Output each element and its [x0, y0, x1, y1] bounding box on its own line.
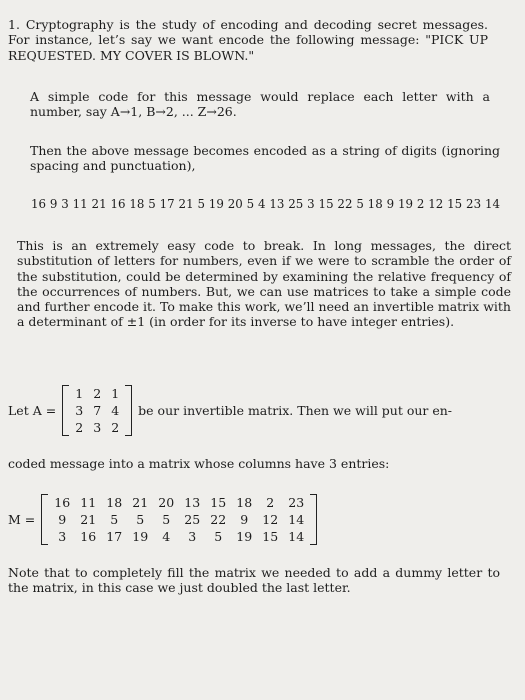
matrix-m-cell: 15 — [262, 529, 279, 544]
matrix-a-cell: 1 — [75, 386, 84, 401]
matrix-explanation-paragraph: This is an extremely easy code to break. In long messages, the direct substitution of letters for numbers, even if we were to scramble the order of the substitution, could be determined by examining the relative frequency of the occurrences of numbers. But, we can use matrices to take a simple code and further encode it. To make this work, we’ll need an invertible matrix with a determinant of ±1 (in order for its inverse to have integer entries). — [17, 238, 511, 330]
matrix-a-row-1 — [70, 385, 124, 402]
matrix-m-cell: 19 — [132, 529, 149, 544]
matrix-m-cell: 5 — [214, 529, 223, 544]
matrix-m-cell: 14 — [288, 512, 305, 527]
matrix-m-cell: 4 — [162, 529, 171, 544]
matrix-m-cell: 16 — [80, 529, 97, 544]
matrix-m-cell: 18 — [106, 495, 123, 510]
matrix-m-row-3 — [49, 528, 309, 545]
matrix-m-cell: 23 — [288, 495, 305, 510]
matrix-a-suffix: be our invertible matrix. Then we will put our en- — [138, 403, 453, 418]
matrix-m-cell: 9 — [58, 512, 67, 527]
matrix-a-prefix: Let A = — [8, 403, 57, 418]
matrix-m-cell: 25 — [184, 512, 201, 527]
matrix-m-cell: 3 — [188, 529, 197, 544]
matrix-m-cell: 21 — [80, 512, 97, 527]
matrix-m-cell: 11 — [80, 495, 97, 510]
matrix-m-cell: 20 — [158, 495, 175, 510]
matrix-m-cell: 5 — [110, 512, 119, 527]
matrix-m-row — [8, 494, 317, 545]
problem-intro — [8, 17, 488, 63]
matrix-a-cell: 4 — [111, 403, 120, 418]
matrix-a-cell: 3 — [75, 403, 84, 418]
matrix-a-cell: 2 — [75, 420, 84, 435]
problem-number: 1. — [8, 17, 20, 32]
matrix-m-cell: 18 — [236, 495, 253, 510]
matrix-m-cell: 9 — [240, 512, 249, 527]
matrix-m-cell: 19 — [236, 529, 253, 544]
matrix-m-row-2 — [49, 511, 309, 528]
matrix-a-cell: 7 — [93, 403, 102, 418]
matrix-m-cell: 2 — [266, 495, 275, 510]
matrix-a-cell: 3 — [93, 420, 102, 435]
matrix-m-cell: 12 — [262, 512, 279, 527]
matrix-m-row-1 — [49, 494, 309, 511]
matrix-a-row-3 — [70, 419, 124, 436]
matrix-m-cell: 13 — [184, 495, 201, 510]
matrix-m-cell: 22 — [210, 512, 227, 527]
matrix-m-table — [49, 494, 309, 545]
matrix-m-cell: 16 — [54, 495, 71, 510]
matrix-a — [62, 385, 132, 436]
matrix-m-cell: 21 — [132, 495, 149, 510]
matrix-continuation: coded message into a matrix whose columns have 3 entries: — [8, 456, 390, 471]
problem-intro-text: Cryptography is the study of encoding and decoding secret messages. For instance, let’s say we want encode the following message: "PICK UP REQUESTED. MY COVER IS BLOWN." — [8, 17, 488, 63]
encoded-digit-string: 16 9 3 11 21 16 18 5 17 21 5 19 20 5 4 13 25 3 15 22 5 18 9 19 2 12 15 23 14 — [31, 197, 501, 211]
matrix-m-cell: 17 — [106, 529, 123, 544]
matrix-a-row — [8, 385, 452, 436]
matrix-m-cell: 5 — [136, 512, 145, 527]
matrix-m — [41, 494, 317, 545]
matrix-m-cell: 15 — [210, 495, 227, 510]
matrix-a-cell: 1 — [111, 386, 120, 401]
matrix-a-row-2 — [70, 402, 124, 419]
matrix-m-cell: 5 — [162, 512, 171, 527]
matrix-a-cell: 2 — [111, 420, 120, 435]
matrix-m-prefix: M = — [8, 512, 36, 527]
matrix-m-cell: 14 — [288, 529, 305, 544]
dummy-letter-note: Note that to completely fill the matrix we needed to add a dummy letter to the matrix, in this case we just doubled the last letter. — [8, 565, 500, 596]
matrix-a-cell: 2 — [93, 386, 102, 401]
matrix-m-cell: 3 — [58, 529, 67, 544]
matrix-a-table — [70, 385, 124, 436]
encoded-intro-paragraph: Then the above message becomes encoded as a string of digits (ignoring spacing and punctuation), — [30, 143, 500, 174]
simple-code-paragraph: A simple code for this message would replace each letter with a number, say A→1, B→2, ... Z→26. — [30, 89, 490, 120]
